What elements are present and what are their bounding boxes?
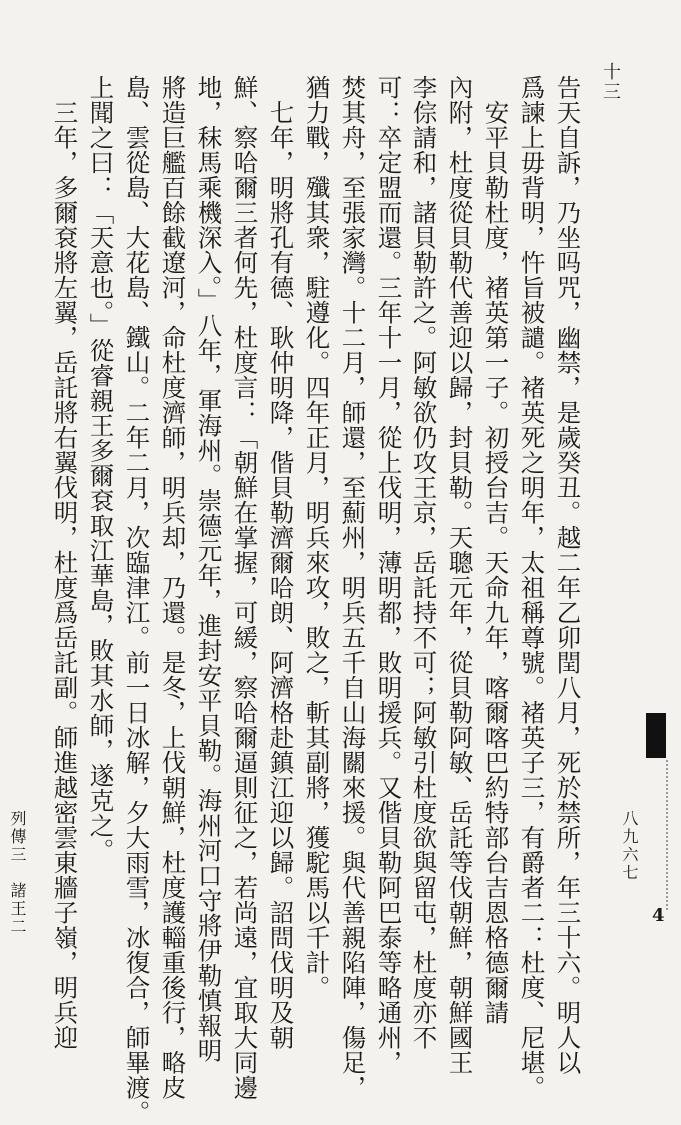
text-column-14: 上聞之曰：「天意也。」從睿親王多爾袞取江華島，敗其水師，遂克之。	[86, 75, 116, 863]
footer-page-number: 八九六七	[620, 810, 639, 882]
text-column-4: 內附，杜度從貝勒代善迎以歸，封貝勒。天聰元年，從貝勒阿敏、岳託等伐朝鮮，朝鮮國王	[445, 75, 475, 1075]
text-column-1: 告天自訴，乃坐吗咒，幽禁，是歲癸丑。越二年乙卯閏八月，死於禁所，年三十六。明人以	[553, 75, 583, 1075]
text-column-15: 三年，多爾袞將左翼，岳託將右翼伐明，杜度爲岳託副。師進越密雲東牆子嶺，明兵迎	[50, 75, 80, 1050]
text-column-2: 爲諫上毋背明，忤旨被譴。褚英死之明年，太祖稱尊號。褚英子三，有爵者二：杜度、尼堪。	[517, 75, 547, 1100]
folio-mark-block	[646, 713, 666, 758]
text-column-6: 可：卒定盟而還。三年十一月，從上伐明，薄明都，敗明援兵。又偕貝勒阿巴泰等略通州，	[374, 75, 404, 1075]
corner-number: 4	[652, 905, 665, 926]
header-page-mark: 十三	[600, 62, 621, 102]
text-column-7: 焚其舟，至張家灣。十二月，師還，至薊州，明兵五千自山海關來援。與代善親陷陣，傷足，	[338, 75, 368, 1100]
text-column-10: 鮮、察哈爾三者何先，杜度言：「朝鮮在掌握，可緩，察哈爾逼則征之，若尚遠，宜取大同邊	[230, 75, 260, 1100]
text-column-3: 安平貝勒杜度，褚英第一子。初授台吉。天命九年，喀爾喀巴約特部台吉恩格德爾請	[481, 75, 511, 1025]
text-column-11: 地，秣馬乘機深入。」八年，軍海州。崇德元年，進封安平貝勒。海州河口守將伊勒慎報明	[194, 75, 224, 1063]
text-column-5: 李倧請和，諸貝勒許之。阿敏欲仍攻王京，岳託持不可；阿敏引杜度欲與留屯，杜度亦不	[409, 75, 439, 1050]
text-column-12: 將造巨艦百餘截遼河，命杜度濟師，明兵却，乃還。是冬，上伐朝鮮，杜度護輜重後行，略皮	[158, 75, 188, 1100]
text-column-13: 島、雲從島、大花島、鐵山。二年二月，次臨津江。前一日冰解，夕大雨雪，冰復合，師畢渡。	[122, 75, 152, 1125]
page-edge-dots	[666, 760, 670, 910]
footer-volume-label: 列傳三 諸王二	[8, 810, 27, 936]
text-column-9: 七年，明將孔有德、耿仲明降，偕貝勒濟爾哈朗、阿濟格赴鎮江迎以歸。詔問伐明及朝	[266, 75, 296, 1050]
text-column-8: 猶力戰，殲其衆，駐遵化。四年正月，明兵來攻，敗之，斬其副將，獲駝馬以千計。	[302, 75, 332, 1000]
